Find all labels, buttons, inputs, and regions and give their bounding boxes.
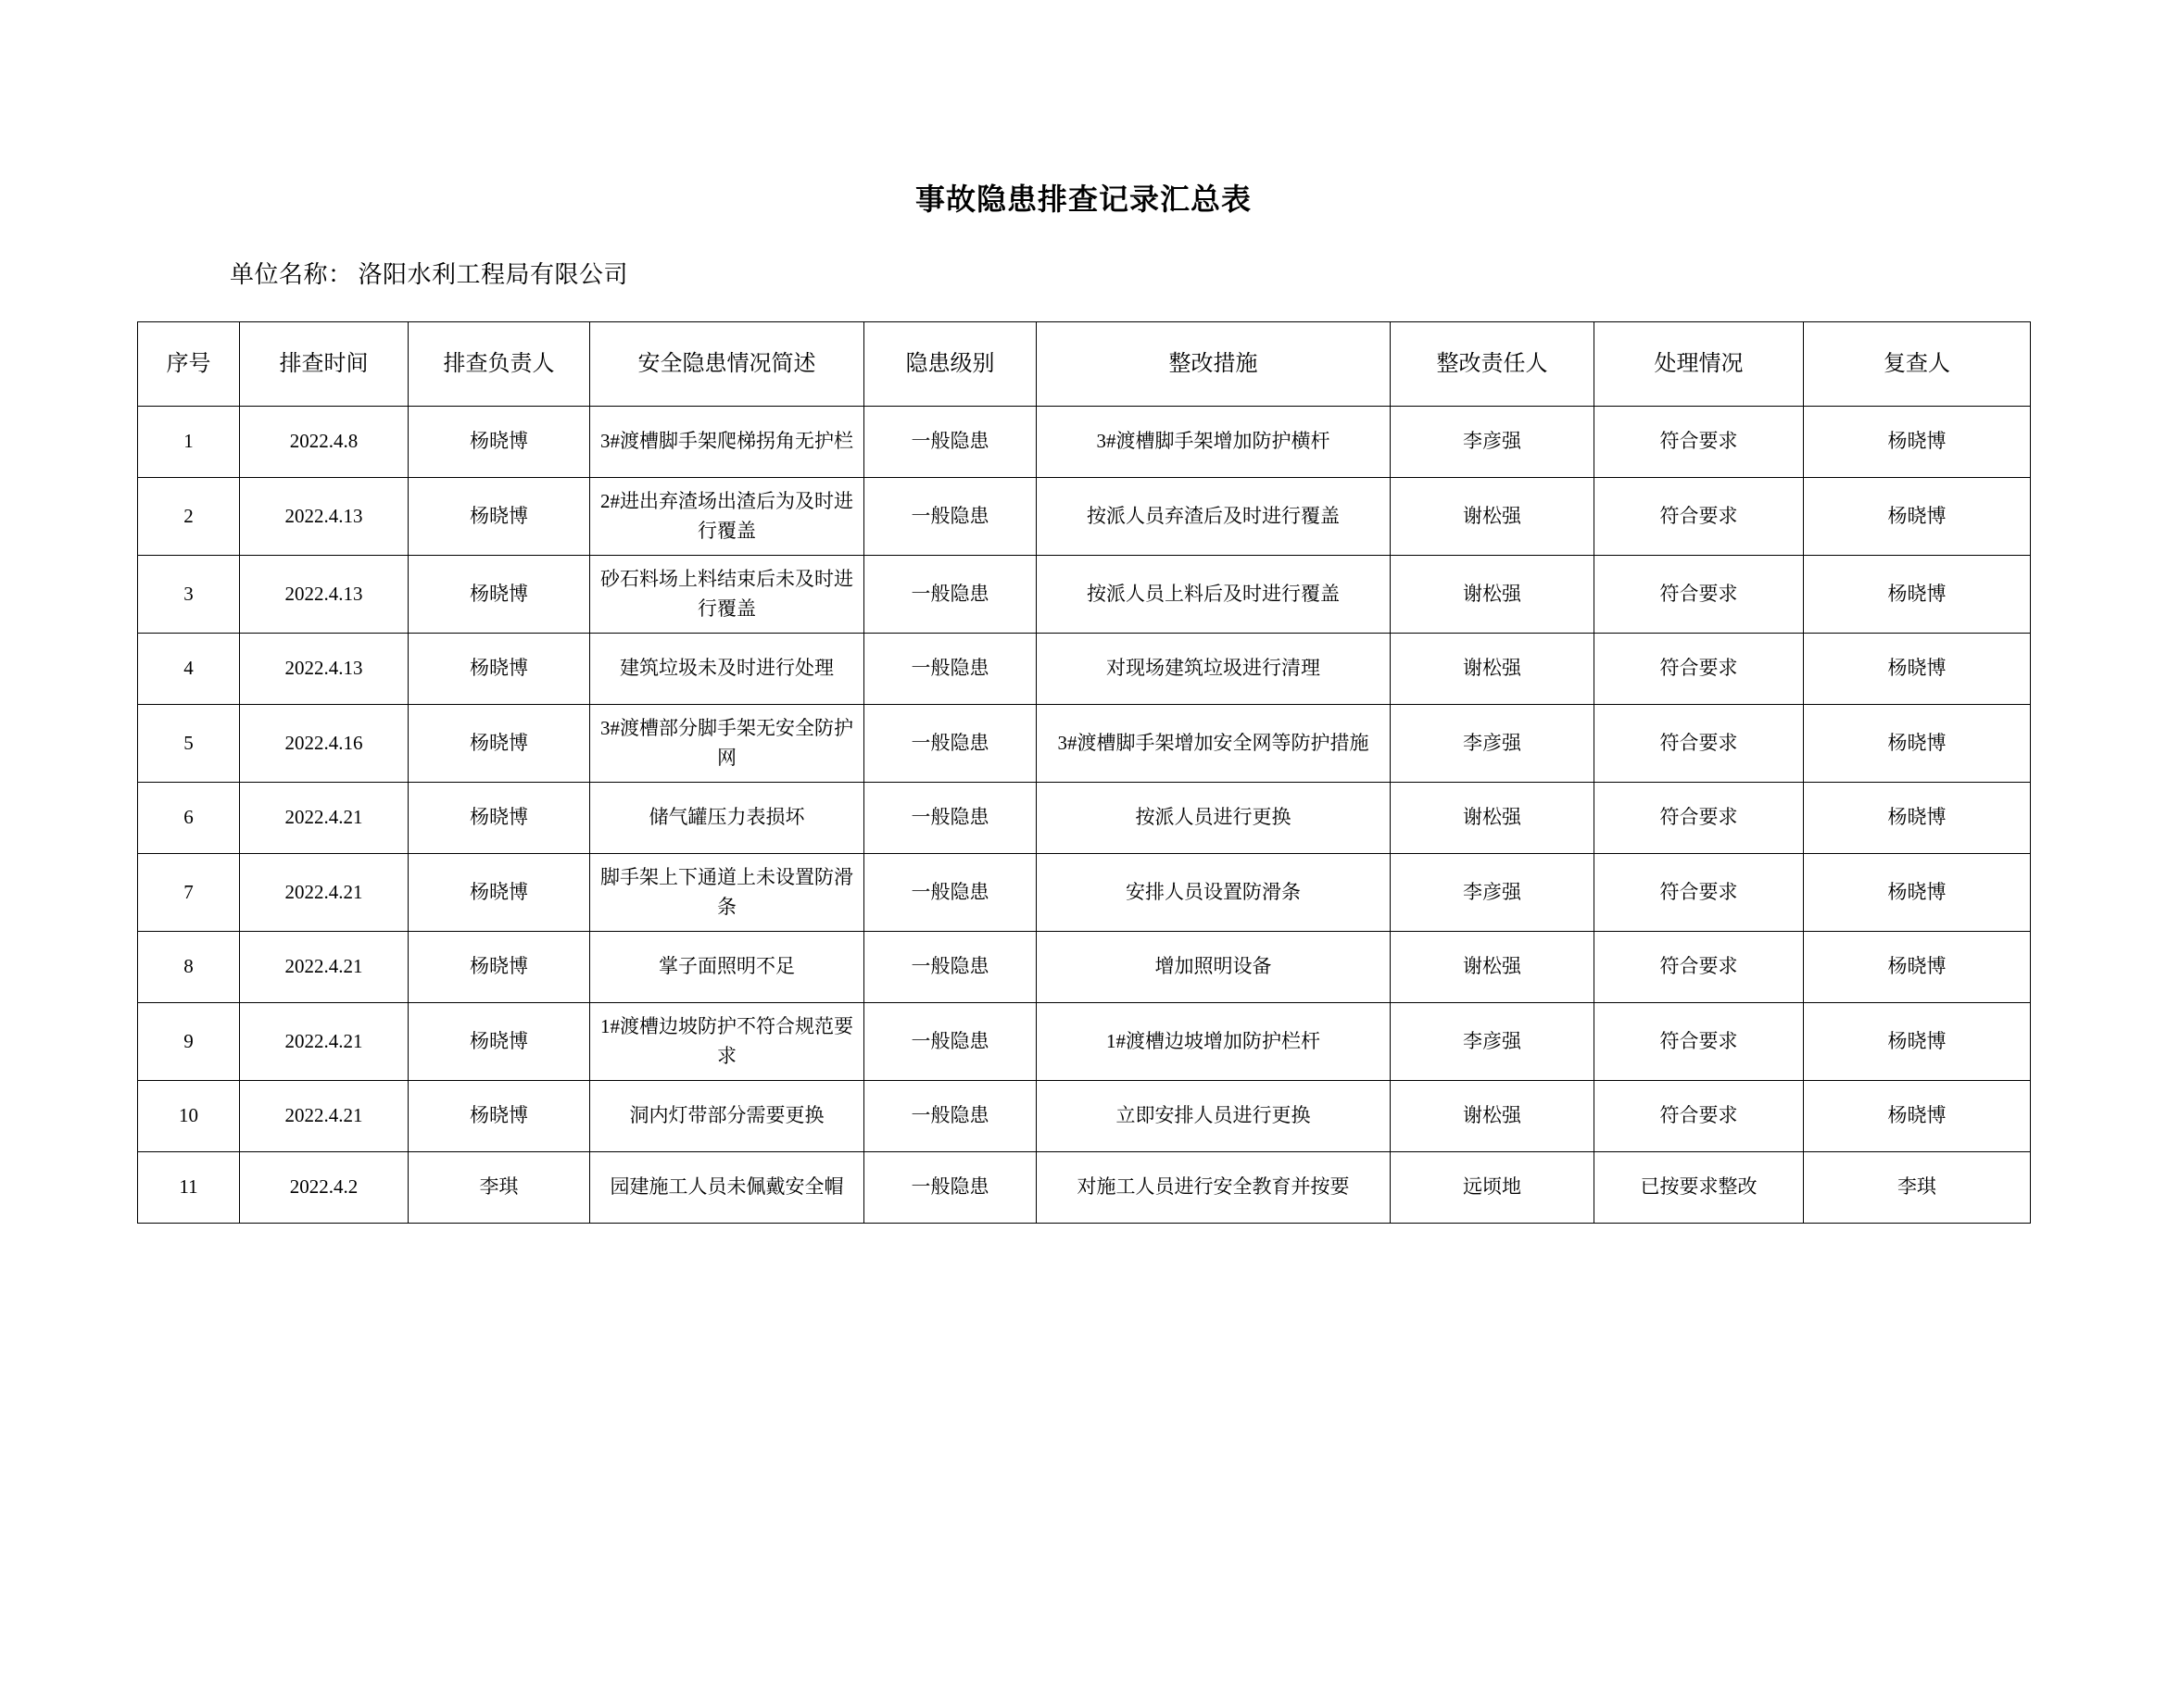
cell-level: 一般隐患 [864, 783, 1037, 854]
cell-date: 2022.4.21 [240, 932, 409, 1003]
table-row [138, 783, 2031, 854]
table-body [138, 407, 2031, 1224]
cell-index: 3 [138, 556, 240, 634]
cell-date: 2022.4.13 [240, 478, 409, 556]
cell-description: 3#渡槽部分脚手架无安全防护网 [590, 705, 864, 783]
column-header-level: 隐患级别 [864, 322, 1037, 407]
cell-index: 1 [138, 407, 240, 478]
cell-level: 一般隐患 [864, 556, 1037, 634]
cell-measure: 增加照明设备 [1037, 932, 1391, 1003]
column-header-index: 序号 [138, 322, 240, 407]
table-row [138, 1081, 2031, 1152]
cell-description: 脚手架上下通道上未设置防滑条 [590, 854, 864, 932]
cell-date: 2022.4.21 [240, 1081, 409, 1152]
cell-index: 9 [138, 1003, 240, 1081]
cell-measure: 按派人员弃渣后及时进行覆盖 [1037, 478, 1391, 556]
cell-owner: 杨晓博 [409, 932, 590, 1003]
cell-responsible: 谢松强 [1391, 932, 1594, 1003]
column-header-description: 安全隐患情况简述 [590, 322, 864, 407]
cell-level: 一般隐患 [864, 634, 1037, 705]
cell-index: 4 [138, 634, 240, 705]
hazard-record-table [137, 321, 2031, 1224]
unit-name-value: 洛阳水利工程局有限公司 [358, 261, 629, 288]
cell-date: 2022.4.21 [240, 1003, 409, 1081]
cell-level: 一般隐患 [864, 478, 1037, 556]
cell-date: 2022.4.8 [240, 407, 409, 478]
column-header-reviewer: 复查人 [1804, 322, 2031, 407]
cell-measure: 按派人员上料后及时进行覆盖 [1037, 556, 1391, 634]
cell-description: 园建施工人员未佩戴安全帽 [590, 1152, 864, 1224]
cell-description: 掌子面照明不足 [590, 932, 864, 1003]
cell-responsible: 李彦强 [1391, 705, 1594, 783]
cell-index: 7 [138, 854, 240, 932]
cell-responsible: 李彦强 [1391, 854, 1594, 932]
table-row [138, 705, 2031, 783]
table-row [138, 634, 2031, 705]
column-header-owner: 排查负责人 [409, 322, 590, 407]
table-row [138, 1003, 2031, 1081]
cell-owner: 杨晓博 [409, 478, 590, 556]
cell-status: 符合要求 [1594, 634, 1804, 705]
cell-date: 2022.4.13 [240, 556, 409, 634]
table-row [138, 854, 2031, 932]
cell-responsible: 远顷地 [1391, 1152, 1594, 1224]
cell-owner: 杨晓博 [409, 1003, 590, 1081]
table-row [138, 478, 2031, 556]
cell-responsible: 李彦强 [1391, 1003, 1594, 1081]
cell-index: 10 [138, 1081, 240, 1152]
cell-description: 洞内灯带部分需要更换 [590, 1081, 864, 1152]
cell-index: 6 [138, 783, 240, 854]
cell-level: 一般隐患 [864, 1081, 1037, 1152]
page-title: 事故隐患排查记录汇总表 [914, 182, 1252, 216]
table-header-row [138, 322, 2031, 407]
cell-measure: 对施工人员进行安全教育并按要 [1037, 1152, 1391, 1224]
cell-owner: 杨晓博 [409, 634, 590, 705]
cell-description: 建筑垃圾未及时进行处理 [590, 634, 864, 705]
cell-date: 2022.4.2 [240, 1152, 409, 1224]
cell-level: 一般隐患 [864, 705, 1037, 783]
cell-description: 3#渡槽脚手架爬梯拐角无护栏 [590, 407, 864, 478]
column-header-date: 排查时间 [240, 322, 409, 407]
cell-reviewer: 杨晓博 [1804, 783, 2031, 854]
column-header-status: 处理情况 [1594, 322, 1804, 407]
cell-date: 2022.4.13 [240, 634, 409, 705]
cell-reviewer: 杨晓博 [1804, 1081, 2031, 1152]
cell-responsible: 谢松强 [1391, 634, 1594, 705]
cell-reviewer: 杨晓博 [1804, 634, 2031, 705]
cell-status: 符合要求 [1594, 932, 1804, 1003]
cell-description: 1#渡槽边坡防护不符合规范要求 [590, 1003, 864, 1081]
cell-owner: 杨晓博 [409, 783, 590, 854]
cell-status: 符合要求 [1594, 854, 1804, 932]
cell-reviewer: 杨晓博 [1804, 478, 2031, 556]
cell-reviewer: 杨晓博 [1804, 556, 2031, 634]
cell-reviewer: 杨晓博 [1804, 932, 2031, 1003]
table-row [138, 1152, 2031, 1224]
cell-measure: 按派人员进行更换 [1037, 783, 1391, 854]
cell-date: 2022.4.21 [240, 854, 409, 932]
cell-index: 11 [138, 1152, 240, 1224]
cell-index: 8 [138, 932, 240, 1003]
cell-responsible: 谢松强 [1391, 478, 1594, 556]
cell-level: 一般隐患 [864, 1152, 1037, 1224]
cell-measure: 对现场建筑垃圾进行清理 [1037, 634, 1391, 705]
cell-measure: 3#渡槽脚手架增加安全网等防护措施 [1037, 705, 1391, 783]
cell-level: 一般隐患 [864, 932, 1037, 1003]
cell-description: 储气罐压力表损坏 [590, 783, 864, 854]
cell-level: 一般隐患 [864, 407, 1037, 478]
cell-reviewer: 杨晓博 [1804, 1003, 2031, 1081]
column-header-responsible: 整改责任人 [1391, 322, 1594, 407]
cell-owner: 杨晓博 [409, 854, 590, 932]
cell-responsible: 谢松强 [1391, 556, 1594, 634]
table-header [138, 322, 2031, 407]
cell-status: 符合要求 [1594, 478, 1804, 556]
document-page [0, 176, 2167, 1708]
cell-description: 2#进出弃渣场出渣后为及时进行覆盖 [590, 478, 864, 556]
cell-responsible: 李彦强 [1391, 407, 1594, 478]
cell-reviewer: 李琪 [1804, 1152, 2031, 1224]
cell-owner: 杨晓博 [409, 705, 590, 783]
cell-measure: 3#渡槽脚手架增加防护横杆 [1037, 407, 1391, 478]
cell-status: 符合要求 [1594, 1003, 1804, 1081]
table-row [138, 932, 2031, 1003]
cell-reviewer: 杨晓博 [1804, 705, 2031, 783]
unit-name-line [230, 256, 2167, 290]
cell-owner: 杨晓博 [409, 1081, 590, 1152]
cell-description: 砂石料场上料结束后未及时进行覆盖 [590, 556, 864, 634]
cell-measure: 安排人员设置防滑条 [1037, 854, 1391, 932]
cell-index: 5 [138, 705, 240, 783]
cell-reviewer: 杨晓博 [1804, 854, 2031, 932]
cell-responsible: 谢松强 [1391, 1081, 1594, 1152]
cell-date: 2022.4.16 [240, 705, 409, 783]
column-header-measure: 整改措施 [1037, 322, 1391, 407]
table-row [138, 556, 2031, 634]
cell-status: 符合要求 [1594, 783, 1804, 854]
table-row [138, 407, 2031, 478]
cell-status: 已按要求整改 [1594, 1152, 1804, 1224]
cell-status: 符合要求 [1594, 705, 1804, 783]
cell-date: 2022.4.21 [240, 783, 409, 854]
cell-owner: 杨晓博 [409, 407, 590, 478]
hazard-record-table-container [137, 321, 2030, 1224]
cell-owner: 李琪 [409, 1152, 590, 1224]
cell-status: 符合要求 [1594, 556, 1804, 634]
cell-responsible: 谢松强 [1391, 783, 1594, 854]
cell-measure: 立即安排人员进行更换 [1037, 1081, 1391, 1152]
cell-reviewer: 杨晓博 [1804, 407, 2031, 478]
cell-owner: 杨晓博 [409, 556, 590, 634]
unit-name-label: 单位名称： [230, 261, 353, 288]
cell-level: 一般隐患 [864, 1003, 1037, 1081]
cell-measure: 1#渡槽边坡增加防护栏杆 [1037, 1003, 1391, 1081]
cell-index: 2 [138, 478, 240, 556]
cell-status: 符合要求 [1594, 407, 1804, 478]
cell-status: 符合要求 [1594, 1081, 1804, 1152]
cell-level: 一般隐患 [864, 854, 1037, 932]
